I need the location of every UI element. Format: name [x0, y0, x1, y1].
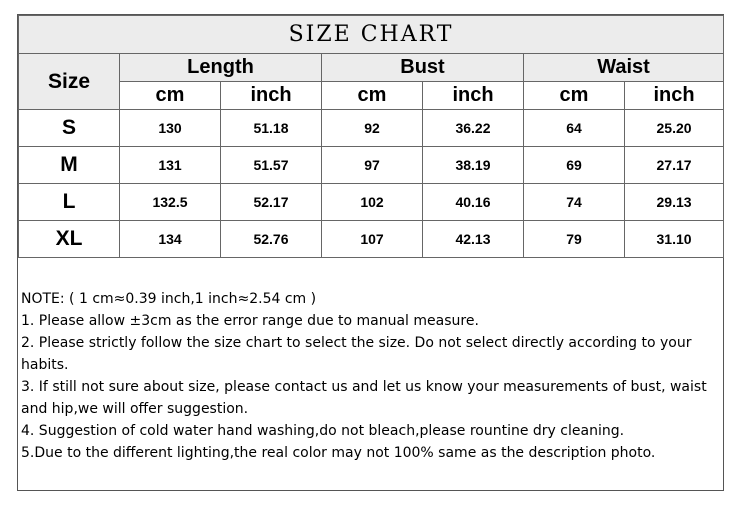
length-group-header: Length — [120, 54, 322, 82]
value-cell: 40.16 — [423, 184, 524, 221]
value-cell: 52.17 — [221, 184, 322, 221]
size-table — [18, 15, 724, 258]
value-cell: 52.76 — [221, 221, 322, 258]
value-cell: 74 — [524, 184, 625, 221]
length-cm-header: cm — [120, 82, 221, 110]
value-cell: 25.20 — [625, 110, 724, 147]
value-cell: 38.19 — [423, 147, 524, 184]
value-cell: 42.13 — [423, 221, 524, 258]
value-cell: 107 — [322, 221, 423, 258]
waist-cm-header: cm — [524, 82, 625, 110]
value-cell: 69 — [524, 147, 625, 184]
waist-inch-header: inch — [625, 82, 724, 110]
value-cell: 29.13 — [625, 184, 724, 221]
table-row — [19, 110, 724, 147]
table-row — [19, 221, 724, 258]
table-row — [19, 147, 724, 184]
value-cell: 92 — [322, 110, 423, 147]
note-item: 2. Please strictly follow the size chart to select the size. Do not select directly according to your habits. — [21, 335, 692, 373]
table-row — [19, 184, 724, 221]
size-cell: L — [19, 184, 120, 221]
value-cell: 79 — [524, 221, 625, 258]
value-cell: 64 — [524, 110, 625, 147]
note-item: 5.Due to the different lighting,the real color may not 100% same as the description photo. — [21, 445, 656, 461]
bust-cm-header: cm — [322, 82, 423, 110]
size-cell: S — [19, 110, 120, 147]
size-cell: M — [19, 147, 120, 184]
notes-section — [21, 288, 721, 464]
value-cell: 31.10 — [625, 221, 724, 258]
bust-group-header: Bust — [322, 54, 524, 82]
waist-group-header: Waist — [524, 54, 724, 82]
value-cell: 51.57 — [221, 147, 322, 184]
value-cell: 130 — [120, 110, 221, 147]
length-inch-header: inch — [221, 82, 322, 110]
note-item: 3. If still not sure about size, please contact us and let us know your measurements of bust, waist and hip,we will offer suggestion. — [21, 379, 707, 417]
size-cell: XL — [19, 221, 120, 258]
bust-inch-header: inch — [423, 82, 524, 110]
value-cell: 27.17 — [625, 147, 724, 184]
value-cell: 51.18 — [221, 110, 322, 147]
value-cell: 131 — [120, 147, 221, 184]
value-cell: 134 — [120, 221, 221, 258]
size-column-header: Size — [19, 54, 120, 110]
size-chart — [17, 14, 724, 491]
value-cell: 36.22 — [423, 110, 524, 147]
value-cell: 102 — [322, 184, 423, 221]
chart-title: SIZE CHART — [19, 16, 724, 54]
value-cell: 97 — [322, 147, 423, 184]
note-conversion: NOTE: ( 1 cm≈0.39 inch,1 inch≈2.54 cm ) — [21, 291, 317, 307]
note-item: 1. Please allow ±3cm as the error range due to manual measure. — [21, 313, 479, 329]
note-item: 4. Suggestion of cold water hand washing,do not bleach,please rountine dry cleaning. — [21, 423, 625, 439]
value-cell: 132.5 — [120, 184, 221, 221]
